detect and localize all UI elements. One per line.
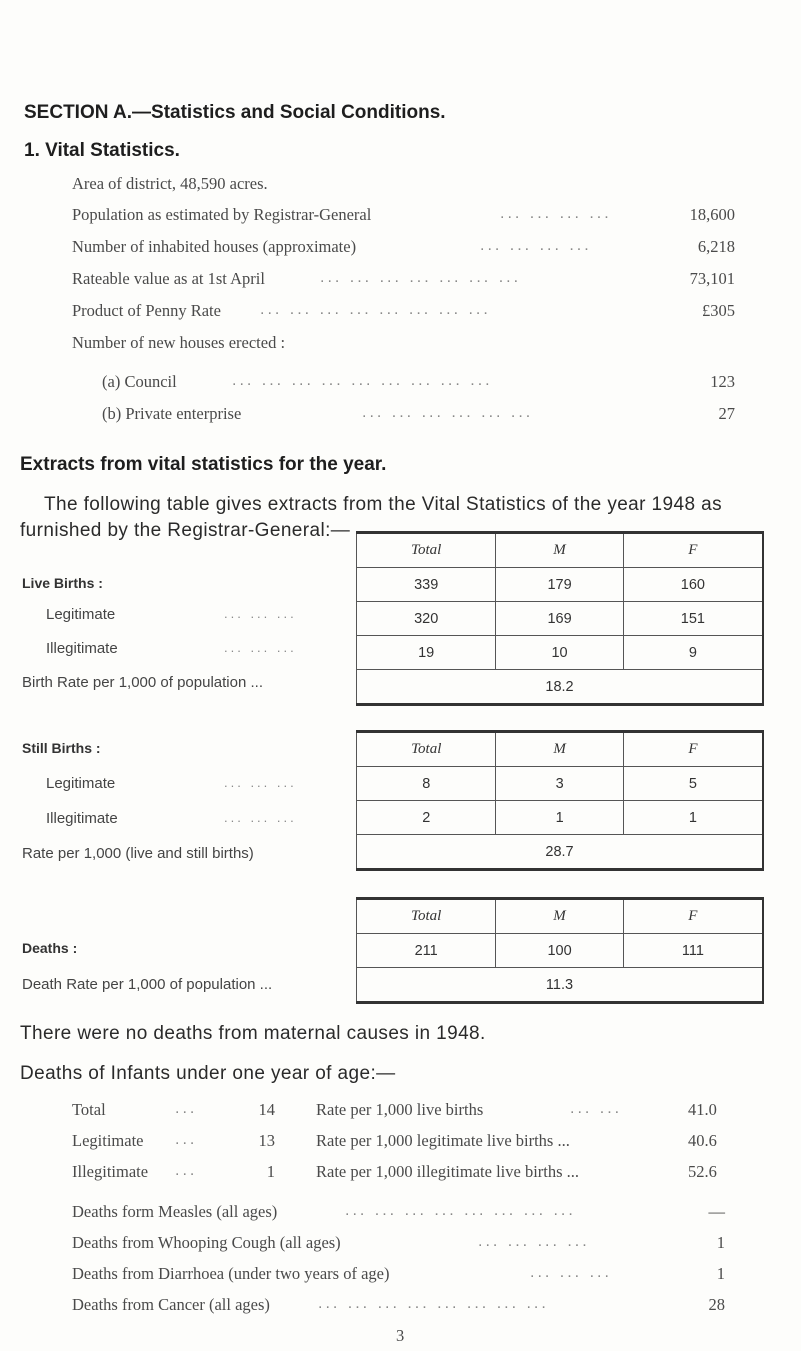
still-births-heading: Still Births : (22, 740, 101, 756)
still-birth-rate-value: 28.7 (357, 835, 764, 870)
col-header-total: Total (357, 533, 496, 568)
whooping-cough-value: 1 (716, 1233, 725, 1252)
still-births-illegit-label: Illegitimate (46, 810, 118, 827)
new-houses-private-value: 27 (718, 404, 735, 423)
leader-dots: ... ... ... ... (480, 237, 592, 254)
infant-heading: Deaths of Infants under one year of age:— (20, 1063, 396, 1084)
leader-dots: ... (175, 1162, 198, 1179)
still-illegit-total: 2 (357, 801, 496, 835)
infant-total-label: Total (72, 1100, 106, 1119)
leader-dots: ... ... ... (224, 606, 297, 621)
measles-label: Deaths form Measles (all ages) (72, 1202, 278, 1221)
live-births-total: 339 (357, 568, 496, 602)
leader-dots: ... ... ... ... (500, 205, 612, 222)
leader-dots: ... (175, 1131, 198, 1148)
col-header-f: F (623, 732, 763, 767)
live-legit-m: 169 (496, 602, 623, 636)
leader-dots: ... ... ... ... ... ... (362, 404, 534, 421)
extracts-intro: The following table gives extracts from the Vital Statistics of the year 1948 as furnished by the Registrar-General:— (20, 494, 722, 541)
deaths-total: 211 (357, 934, 496, 968)
still-births-legit-label: Legitimate (46, 775, 116, 792)
live-births-table (356, 531, 764, 706)
still-birth-rate-label: Rate per 1,000 (live and still births) (22, 845, 254, 862)
subsection-title: 1. Vital Statistics. (24, 140, 180, 161)
live-legit-total: 320 (357, 602, 496, 636)
leader-dots: ... ... (570, 1100, 623, 1117)
live-illegit-m: 10 (496, 636, 623, 670)
section-title: SECTION A.—Statistics and Social Conditions. (24, 102, 446, 123)
deaths-table (356, 897, 764, 1004)
infant-total-count: 14 (258, 1100, 275, 1119)
infant-legit-label: Legitimate (72, 1131, 144, 1150)
stat-value-population: 18,600 (689, 205, 735, 224)
infant-legit-rate: 40.6 (688, 1131, 717, 1150)
stat-label-rateable: Rateable value as at 1st April (72, 269, 265, 288)
leader-dots: ... ... ... ... ... ... ... ... (345, 1202, 576, 1219)
new-houses-council-label: (a) Council (102, 372, 177, 391)
still-legit-f: 5 (623, 767, 763, 801)
cancer-label: Deaths from Cancer (all ages) (72, 1295, 270, 1314)
infant-illegit-count: 1 (266, 1162, 275, 1181)
still-births-table (356, 730, 764, 871)
leader-dots: ... ... ... ... ... ... ... (320, 269, 522, 286)
leader-dots: ... ... ... ... (478, 1233, 590, 1250)
live-births-heading: Live Births : (22, 575, 103, 591)
col-header-m: M (496, 533, 623, 568)
diarrhoea-value: 1 (716, 1264, 725, 1283)
leader-dots: ... ... ... ... ... ... ... ... (318, 1295, 549, 1312)
deaths-heading: Deaths : (22, 940, 78, 956)
maternal-note: There were no deaths from maternal causes in 1948. (20, 1023, 486, 1044)
measles-value: — (708, 1202, 725, 1221)
col-header-m: M (496, 899, 623, 934)
deaths-m: 100 (496, 934, 623, 968)
stat-value-penny-rate: £305 (702, 301, 735, 320)
infant-legit-rate-label: Rate per 1,000 legitimate live births ... (316, 1131, 570, 1150)
new-houses-private-label: (b) Private enterprise (102, 404, 242, 423)
death-rate-label: Death Rate per 1,000 of population ... (22, 976, 273, 993)
infant-illegit-label: Illegitimate (72, 1162, 149, 1181)
col-header-f: F (623, 899, 763, 934)
stat-label-houses: Number of inhabited houses (approximate) (72, 237, 357, 256)
page-number: 3 (396, 1326, 405, 1345)
live-illegit-total: 19 (357, 636, 496, 670)
col-header-f: F (623, 533, 763, 568)
birth-rate-value: 18.2 (357, 670, 764, 705)
birth-rate-label: Birth Rate per 1,000 of population ... (22, 674, 263, 691)
col-header-total: Total (357, 732, 496, 767)
deaths-f: 111 (623, 934, 763, 968)
live-illegit-f: 9 (623, 636, 763, 670)
live-births-m: 179 (496, 568, 623, 602)
leader-dots: ... (175, 1100, 198, 1117)
col-header-m: M (496, 732, 623, 767)
diarrhoea-label: Deaths from Diarrhoea (under two years of age) (72, 1264, 390, 1283)
infant-legit-count: 13 (258, 1131, 275, 1150)
infant-illegit-rate-label: Rate per 1,000 illegitimate live births ... (316, 1162, 580, 1181)
still-legit-total: 8 (357, 767, 496, 801)
live-legit-f: 151 (623, 602, 763, 636)
stat-label-population: Population as estimated by Registrar-General (72, 205, 372, 224)
leader-dots: ... ... ... (530, 1264, 612, 1281)
still-illegit-f: 1 (623, 801, 763, 835)
stat-label-penny-rate: Product of Penny Rate (72, 301, 221, 320)
stat-value-houses: 6,218 (697, 237, 735, 256)
still-legit-m: 3 (496, 767, 623, 801)
infant-total-rate-label: Rate per 1,000 live births (316, 1100, 484, 1119)
live-births-f: 160 (623, 568, 763, 602)
infant-illegit-rate: 52.6 (688, 1162, 717, 1181)
live-births-legit-label: Legitimate (46, 606, 116, 623)
death-rate-value: 11.3 (357, 968, 764, 1003)
stat-value-rateable: 73,101 (689, 269, 735, 288)
leader-dots: ... ... ... (224, 775, 297, 790)
district-area: Area of district, 48,590 acres. (72, 174, 268, 193)
leader-dots: ... ... ... (224, 640, 297, 655)
new-houses-council-value: 123 (710, 372, 735, 391)
leader-dots: ... ... ... ... ... ... ... ... ... (232, 372, 493, 389)
still-illegit-m: 1 (496, 801, 623, 835)
infant-total-rate: 41.0 (688, 1100, 717, 1119)
live-births-illegit-label: Illegitimate (46, 640, 118, 657)
cancer-value: 28 (708, 1295, 725, 1314)
extracts-heading: Extracts from vital statistics for the year. (20, 454, 387, 475)
leader-dots: ... ... ... (224, 810, 297, 825)
col-header-total: Total (357, 899, 496, 934)
whooping-cough-label: Deaths from Whooping Cough (all ages) (72, 1233, 341, 1252)
leader-dots: ... ... ... ... ... ... ... ... (260, 301, 491, 318)
new-houses-heading: Number of new houses erected : (72, 333, 286, 352)
